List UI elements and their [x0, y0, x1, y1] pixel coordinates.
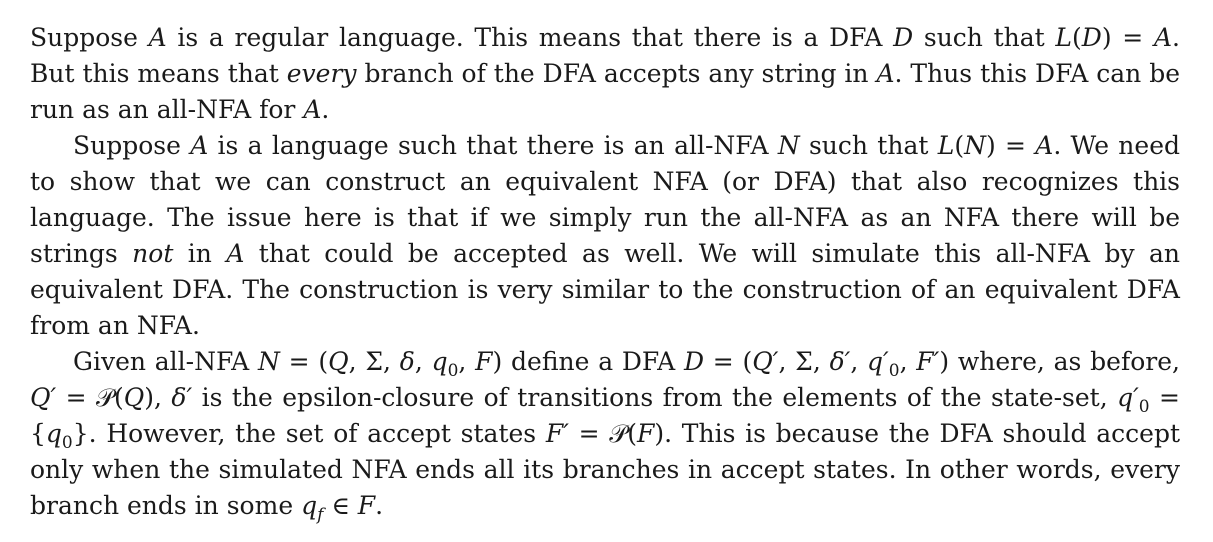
- text-run: ,: [899, 347, 917, 376]
- math-symbol: A: [1153, 23, 1173, 52]
- math-symbol: Q′: [752, 347, 779, 376]
- text-run: is the epsilon-closure of transitions from the elements of the state-set,: [192, 383, 1118, 412]
- text-run: , Σ,: [348, 347, 400, 376]
- math-symbol: q: [301, 491, 318, 520]
- text-run: ∈: [323, 491, 358, 520]
- document-body: [30, 20, 1180, 524]
- math-symbol: L: [937, 131, 955, 160]
- math-symbol: 0: [1138, 397, 1150, 417]
- math-symbol: L: [1055, 23, 1073, 52]
- paragraph-dfa-construction: [30, 344, 1180, 524]
- math-symbol: F′: [545, 419, 569, 448]
- math-symbol: F: [637, 419, 655, 448]
- text-run: such that: [913, 23, 1056, 52]
- text-run: ,: [458, 347, 476, 376]
- math-symbol: A: [1035, 131, 1054, 160]
- math-symbol: q′: [867, 347, 889, 376]
- text-run: ),: [144, 383, 172, 412]
- text-run: .: [375, 491, 384, 520]
- math-symbol: δ: [399, 347, 415, 376]
- text-run: ,: [414, 347, 432, 376]
- text-run: that could be accepted as well. We will simulate this all-NFA by an equivalent DFA. The construction is very similar to the construction of an equivalent DFA from an NFA.: [30, 239, 1180, 340]
- text-run: . Thus this DFA can be run as an all-NFA for: [30, 59, 1181, 124]
- math-symbol: f: [317, 505, 324, 525]
- math-symbol: A: [226, 239, 245, 268]
- math-symbol: 0: [447, 361, 459, 381]
- text-run: branch of the DFA accepts any string in: [356, 59, 877, 88]
- text-run: = (: [279, 347, 329, 376]
- text-run: ) where, as before,: [939, 347, 1180, 376]
- text-run: (: [954, 131, 965, 160]
- text-run: = {: [30, 383, 1180, 448]
- text-run: is a language such that there is an all-NFA: [208, 131, 778, 160]
- math-symbol: A: [876, 59, 895, 88]
- text-run: Given all-NFA: [73, 347, 258, 376]
- math-symbol: A: [148, 23, 167, 52]
- math-symbol: q: [45, 419, 62, 448]
- text-run: in: [173, 239, 227, 268]
- text-run: }. However, the set of accept states: [72, 419, 546, 448]
- text-run: . But this means that: [30, 23, 1180, 88]
- math-symbol: 0: [61, 433, 73, 453]
- text-run: ) =: [1101, 23, 1154, 52]
- math-symbol: D: [683, 347, 704, 376]
- math-symbol: N: [964, 131, 986, 160]
- text-run: ). This is because the DFA should accept only when the simulated NFA ends all its branches in accept states. In other words, every branch ends in some: [30, 419, 1180, 520]
- math-symbol: N: [258, 347, 280, 376]
- text-run: such that: [799, 131, 938, 160]
- paragraph-all-nfa-implies-regular: [30, 128, 1180, 344]
- math-symbol: D: [893, 23, 914, 52]
- math-symbol: F′: [916, 347, 940, 376]
- math-symbol: δ′: [171, 383, 193, 412]
- math-symbol: q′: [1117, 383, 1139, 412]
- math-symbol: δ′: [829, 347, 851, 376]
- text-run: . We need to show that we can construct an equivalent NFA (or DFA) that also recognizes this language. The issue here is that if we simply run the all-NFA as an NFA there will be strings: [30, 131, 1180, 268]
- text-run: = 𝒫(: [568, 419, 638, 448]
- emphasis-text: every: [286, 59, 357, 88]
- text-run: ) define a DFA: [492, 347, 684, 376]
- math-symbol: F: [475, 347, 493, 376]
- text-run: = (: [704, 347, 753, 376]
- text-run: ,: [850, 347, 868, 376]
- math-symbol: Q′: [30, 383, 57, 412]
- text-run: = 𝒫(: [56, 383, 124, 412]
- math-symbol: A: [190, 131, 209, 160]
- text-run: , Σ,: [778, 347, 830, 376]
- text-run: Suppose: [30, 23, 149, 52]
- math-symbol: Q: [123, 383, 145, 412]
- math-symbol: 0: [888, 361, 900, 381]
- paragraph-regular-implies-all-nfa: [30, 20, 1180, 128]
- text-run: is a regular language. This means that there is a DFA: [166, 23, 894, 52]
- text-run: .: [321, 95, 330, 124]
- math-symbol: F: [357, 491, 376, 520]
- math-symbol: q: [431, 347, 448, 376]
- text-run: ) =: [985, 131, 1036, 160]
- text-run: Suppose: [73, 131, 191, 160]
- math-symbol: Q: [328, 347, 349, 376]
- text-run: (: [1072, 23, 1082, 52]
- math-symbol: N: [777, 131, 800, 160]
- math-symbol: D: [1081, 23, 1102, 52]
- emphasis-text: not: [132, 239, 174, 268]
- math-symbol: A: [303, 95, 322, 124]
